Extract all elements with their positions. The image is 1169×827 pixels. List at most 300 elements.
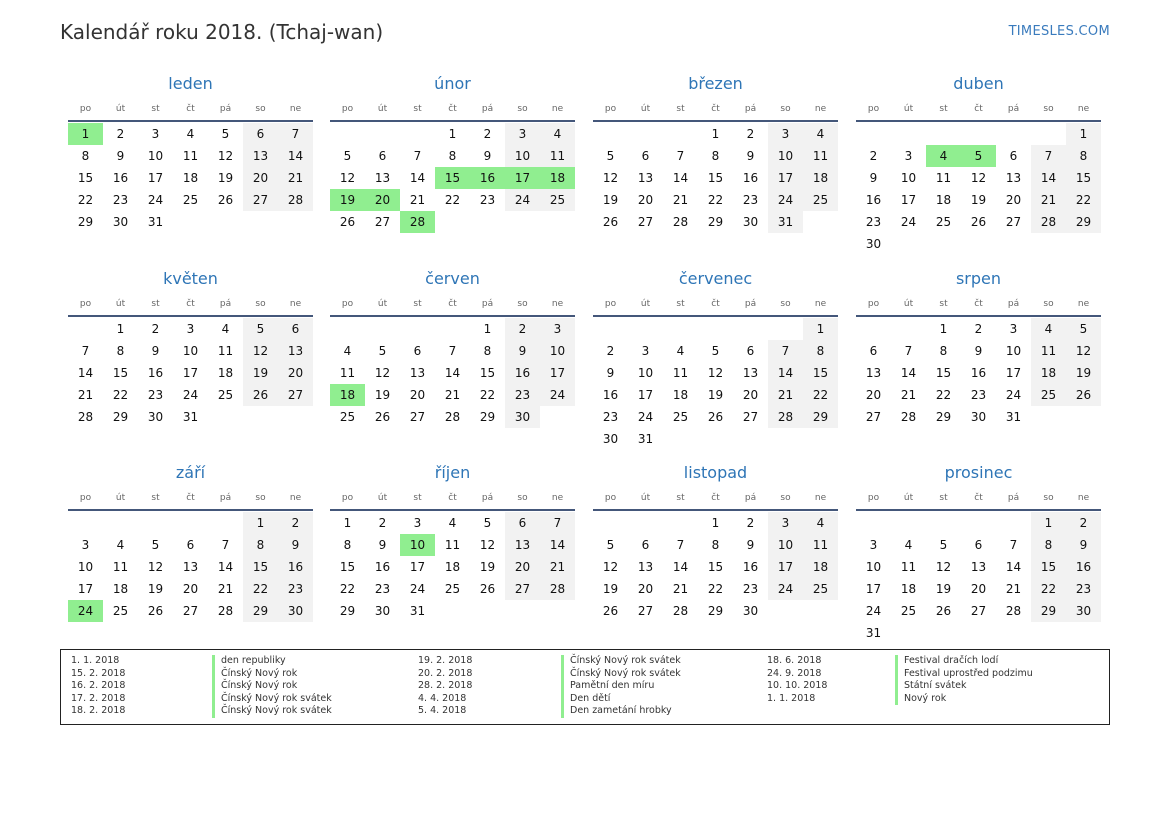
day-cell: 7 xyxy=(1009,538,1018,552)
day-cell: 21 xyxy=(444,388,461,402)
day-grid xyxy=(856,122,1101,255)
day-cell: 22 xyxy=(444,193,461,207)
day-cell: 7 xyxy=(904,344,913,358)
day-cell: 15 xyxy=(112,366,129,380)
day-cell: 5 xyxy=(483,516,492,530)
holiday-day-cell: 17 xyxy=(505,167,540,189)
day-cell: 6 xyxy=(243,123,278,145)
weekday-label: pá xyxy=(1007,493,1020,503)
day-cell: 28 xyxy=(77,410,94,424)
day-cell: 4 xyxy=(540,123,575,145)
day-cell: 17 xyxy=(182,366,199,380)
day-cell: 29 xyxy=(479,410,496,424)
holiday-day-cell: 20 xyxy=(365,189,400,211)
day-cell: 17 xyxy=(540,362,575,384)
day-cell: 11 xyxy=(1031,340,1066,362)
day-cell: 2 xyxy=(116,127,125,141)
day-cell: 4 xyxy=(448,516,457,530)
day-cell: 9 xyxy=(505,340,540,362)
month-3 xyxy=(593,72,838,233)
weekday-label: po xyxy=(867,299,880,309)
empty-cell xyxy=(103,512,138,534)
day-cell: 20 xyxy=(970,582,987,596)
day-cell: 23 xyxy=(147,388,164,402)
day-cell: 8 xyxy=(243,534,278,556)
day-cell: 27 xyxy=(970,604,987,618)
day-cell: 4 xyxy=(676,344,685,358)
empty-cell xyxy=(891,123,926,145)
day-cell: 24 xyxy=(865,604,882,618)
day-cell: 29 xyxy=(707,215,724,229)
holiday-day-cell: 16 xyxy=(470,167,505,189)
weekday-label: so xyxy=(780,299,791,309)
day-cell: 20 xyxy=(182,582,199,596)
day-cell: 18 xyxy=(672,388,689,402)
day-cell: 10 xyxy=(768,145,803,167)
day-cell: 3 xyxy=(1009,322,1018,336)
day-cell: 24 xyxy=(900,215,917,229)
weekday-label: út xyxy=(115,299,126,309)
day-cell: 26 xyxy=(374,410,391,424)
weekday-label: po xyxy=(867,493,880,503)
day-cell: 20 xyxy=(409,388,426,402)
day-cell: 8 xyxy=(448,149,457,163)
day-cell: 25 xyxy=(540,189,575,211)
day-cell: 5 xyxy=(606,149,615,163)
day-cell: 12 xyxy=(243,340,278,362)
day-cell: 20 xyxy=(243,167,278,189)
day-cell: 2 xyxy=(1066,512,1101,534)
month-name: květen xyxy=(163,269,218,288)
day-cell: 10 xyxy=(505,145,540,167)
day-cell: 25 xyxy=(1031,384,1066,406)
day-cell: 2 xyxy=(378,516,387,530)
empty-cell xyxy=(330,123,365,145)
weekday-label: so xyxy=(255,299,266,309)
day-cell: 5 xyxy=(243,318,278,340)
day-cell: 1 xyxy=(1031,512,1066,534)
day-cell: 18 xyxy=(1031,362,1066,384)
day-cell: 27 xyxy=(742,410,759,424)
day-cell: 21 xyxy=(900,388,917,402)
day-cell: 9 xyxy=(483,149,492,163)
day-cell: 14 xyxy=(768,362,803,384)
day-cell: 23 xyxy=(602,410,619,424)
day-cell: 21 xyxy=(278,167,313,189)
day-cell: 8 xyxy=(116,344,125,358)
empty-cell xyxy=(593,318,628,340)
day-cell: 22 xyxy=(803,384,838,406)
day-cell: 26 xyxy=(147,604,164,618)
weekday-label: ne xyxy=(289,493,302,503)
day-cell: 12 xyxy=(970,171,987,185)
day-cell: 30 xyxy=(147,410,164,424)
day-cell: 11 xyxy=(217,344,234,358)
month-name: červenec xyxy=(678,269,753,288)
day-cell: 27 xyxy=(409,410,426,424)
day-cell: 28 xyxy=(672,604,689,618)
empty-cell xyxy=(593,512,628,534)
legend-date: 5. 4. 2018 xyxy=(418,705,467,717)
day-cell: 22 xyxy=(935,388,952,402)
day-cell: 6 xyxy=(641,538,650,552)
weekday-label: ne xyxy=(289,104,302,114)
weekday-label: čt xyxy=(448,493,457,503)
weekday-label: po xyxy=(341,493,354,503)
weekday-label: ne xyxy=(551,493,564,503)
day-cell: 28 xyxy=(540,578,575,600)
day-cell: 31 xyxy=(637,432,654,446)
legend-holiday-name: Čínský Nový rok xyxy=(212,668,297,681)
weekday-label: út xyxy=(640,104,651,114)
day-cell: 14 xyxy=(444,366,461,380)
day-cell: 8 xyxy=(803,340,838,362)
empty-cell xyxy=(365,318,400,340)
day-cell: 17 xyxy=(409,560,426,574)
day-cell: 8 xyxy=(711,538,720,552)
day-cell: 24 xyxy=(147,193,164,207)
weekday-label: čt xyxy=(448,104,457,114)
day-cell: 2 xyxy=(869,149,878,163)
day-cell: 10 xyxy=(1005,344,1022,358)
holiday-day-cell: 5 xyxy=(961,145,996,167)
day-cell: 10 xyxy=(77,560,94,574)
day-cell: 26 xyxy=(479,582,496,596)
holiday-day-cell: 24 xyxy=(68,600,103,622)
day-cell: 2 xyxy=(278,512,313,534)
day-cell: 9 xyxy=(116,149,125,163)
day-cell: 8 xyxy=(81,149,90,163)
day-cell: 4 xyxy=(803,123,838,145)
month-1 xyxy=(68,72,313,233)
day-cell: 20 xyxy=(1005,193,1022,207)
weekday-label: út xyxy=(640,299,651,309)
empty-cell xyxy=(628,123,663,145)
weekday-label: pá xyxy=(744,104,757,114)
day-cell: 23 xyxy=(742,582,759,596)
day-cell: 11 xyxy=(444,538,461,552)
legend-date: 1. 1. 2018 xyxy=(767,692,816,704)
day-cell: 20 xyxy=(278,362,313,384)
day-cell: 27 xyxy=(1005,215,1022,229)
day-cell: 23 xyxy=(505,384,540,406)
weekday-label: út xyxy=(903,299,914,309)
day-cell: 31 xyxy=(1005,410,1022,424)
day-cell: 25 xyxy=(935,215,952,229)
day-cell: 31 xyxy=(768,211,803,233)
day-cell: 24 xyxy=(540,384,575,406)
legend-holiday-name: Čínský Nový rok svátek xyxy=(212,693,332,706)
day-cell: 3 xyxy=(186,322,195,336)
day-cell: 9 xyxy=(378,538,387,552)
weekday-label: pá xyxy=(1007,104,1020,114)
day-cell: 1 xyxy=(939,322,948,336)
day-cell: 6 xyxy=(974,538,983,552)
day-cell: 29 xyxy=(1031,600,1066,622)
weekday-label: čt xyxy=(974,104,983,114)
day-cell: 30 xyxy=(742,215,759,229)
day-cell: 3 xyxy=(413,516,422,530)
day-cell: 10 xyxy=(900,171,917,185)
day-cell: 26 xyxy=(970,215,987,229)
weekday-header xyxy=(593,485,838,511)
day-cell: 25 xyxy=(339,410,356,424)
day-cell: 16 xyxy=(505,362,540,384)
day-cell: 15 xyxy=(935,366,952,380)
day-grid xyxy=(856,511,1101,644)
empty-cell xyxy=(68,512,103,534)
holiday-day-cell: 28 xyxy=(400,211,435,233)
day-cell: 14 xyxy=(672,171,689,185)
day-cell: 26 xyxy=(602,215,619,229)
day-cell: 11 xyxy=(112,560,129,574)
weekday-label: po xyxy=(79,493,92,503)
day-cell: 11 xyxy=(803,145,838,167)
day-cell: 11 xyxy=(339,366,356,380)
weekday-label: pá xyxy=(744,299,757,309)
day-cell: 14 xyxy=(77,366,94,380)
weekday-label: út xyxy=(377,104,388,114)
empty-cell xyxy=(138,512,173,534)
day-cell: 21 xyxy=(672,193,689,207)
weekday-header xyxy=(856,485,1101,511)
day-cell: 17 xyxy=(1005,366,1022,380)
day-cell: 26 xyxy=(1066,384,1101,406)
day-cell: 7 xyxy=(676,538,685,552)
day-cell: 12 xyxy=(217,149,234,163)
day-cell: 1 xyxy=(343,516,352,530)
day-cell: 1 xyxy=(1066,123,1101,145)
day-cell: 17 xyxy=(77,582,94,596)
day-cell: 27 xyxy=(182,604,199,618)
weekday-label: čt xyxy=(974,493,983,503)
day-cell: 25 xyxy=(182,193,199,207)
day-cell: 31 xyxy=(409,604,426,618)
day-cell: 19 xyxy=(602,582,619,596)
legend-holiday-name: Festival uprostřed podzimu xyxy=(895,668,1033,681)
weekday-label: st xyxy=(939,493,948,503)
month-name: prosinec xyxy=(944,463,1013,482)
month-10 xyxy=(330,461,575,622)
empty-cell xyxy=(768,318,803,340)
holiday-legend xyxy=(60,649,1110,725)
empty-cell xyxy=(628,512,663,534)
day-cell: 18 xyxy=(112,582,129,596)
empty-cell xyxy=(330,318,365,340)
day-cell: 11 xyxy=(935,171,952,185)
holiday-day-cell: 18 xyxy=(540,167,575,189)
weekday-label: pá xyxy=(219,493,232,503)
day-cell: 30 xyxy=(865,237,882,251)
day-cell: 3 xyxy=(540,318,575,340)
legend-holiday-name: Čínský Nový rok svátek xyxy=(561,655,681,668)
day-cell: 19 xyxy=(970,193,987,207)
day-cell: 6 xyxy=(641,149,650,163)
day-cell: 5 xyxy=(939,538,948,552)
empty-cell xyxy=(628,318,663,340)
empty-cell xyxy=(1031,123,1066,145)
day-cell: 9 xyxy=(151,344,160,358)
weekday-header xyxy=(330,291,575,317)
day-cell: 4 xyxy=(221,322,230,336)
day-cell: 25 xyxy=(803,578,838,600)
day-cell: 9 xyxy=(746,538,755,552)
day-cell: 29 xyxy=(112,410,129,424)
day-cell: 21 xyxy=(540,556,575,578)
weekday-label: ne xyxy=(289,299,302,309)
day-cell: 12 xyxy=(935,560,952,574)
day-cell: 25 xyxy=(672,410,689,424)
day-cell: 13 xyxy=(637,560,654,574)
day-cell: 30 xyxy=(278,600,313,622)
day-cell: 23 xyxy=(112,193,129,207)
day-cell: 3 xyxy=(904,149,913,163)
weekday-label: po xyxy=(604,104,617,114)
day-cell: 16 xyxy=(602,388,619,402)
month-name: září xyxy=(175,463,206,482)
day-cell: 21 xyxy=(409,193,426,207)
day-cell: 15 xyxy=(1066,167,1101,189)
day-grid xyxy=(593,122,838,233)
day-cell: 28 xyxy=(278,189,313,211)
day-cell: 20 xyxy=(865,388,882,402)
weekday-label: čt xyxy=(711,299,720,309)
weekday-label: pá xyxy=(481,493,494,503)
day-cell: 2 xyxy=(505,318,540,340)
day-cell: 5 xyxy=(378,344,387,358)
day-cell: 19 xyxy=(147,582,164,596)
legend-date: 16. 2. 2018 xyxy=(71,680,126,692)
day-cell: 29 xyxy=(707,604,724,618)
weekday-label: st xyxy=(939,104,948,114)
day-cell: 4 xyxy=(803,512,838,534)
day-cell: 28 xyxy=(768,406,803,428)
day-cell: 1 xyxy=(483,322,492,336)
weekday-header xyxy=(593,291,838,317)
day-cell: 2 xyxy=(974,322,983,336)
day-cell: 28 xyxy=(217,604,234,618)
day-cell: 18 xyxy=(935,193,952,207)
empty-cell xyxy=(856,512,891,534)
day-grid xyxy=(330,511,575,622)
legend-date: 20. 2. 2018 xyxy=(418,667,473,679)
day-cell: 28 xyxy=(444,410,461,424)
day-cell: 13 xyxy=(505,534,540,556)
day-cell: 5 xyxy=(606,538,615,552)
day-cell: 6 xyxy=(413,344,422,358)
weekday-label: út xyxy=(115,104,126,114)
day-cell: 16 xyxy=(112,171,129,185)
empty-cell xyxy=(926,512,961,534)
day-cell: 9 xyxy=(746,149,755,163)
legend-holiday-name: Festival dračích lodí xyxy=(895,655,998,668)
day-cell: 13 xyxy=(1005,171,1022,185)
day-cell: 16 xyxy=(374,560,391,574)
day-cell: 10 xyxy=(865,560,882,574)
weekday-label: so xyxy=(255,493,266,503)
day-cell: 30 xyxy=(970,410,987,424)
weekday-label: so xyxy=(517,493,528,503)
day-cell: 29 xyxy=(1066,211,1101,233)
empty-cell xyxy=(698,318,733,340)
day-cell: 8 xyxy=(939,344,948,358)
day-cell: 14 xyxy=(672,560,689,574)
empty-cell xyxy=(891,318,926,340)
day-cell: 30 xyxy=(742,604,759,618)
holiday-day-cell: 19 xyxy=(330,189,365,211)
weekday-label: so xyxy=(1043,299,1054,309)
weekday-header xyxy=(68,485,313,511)
weekday-label: čt xyxy=(974,299,983,309)
day-cell: 14 xyxy=(1005,560,1022,574)
day-cell: 16 xyxy=(147,366,164,380)
brand-link[interactable]: TIMESLES.COM xyxy=(1008,24,1110,39)
day-cell: 22 xyxy=(1031,578,1066,600)
day-cell: 8 xyxy=(483,344,492,358)
legend-date: 28. 2. 2018 xyxy=(418,680,473,692)
weekday-label: pá xyxy=(1007,299,1020,309)
month-4 xyxy=(856,72,1101,255)
month-name: březen xyxy=(688,74,743,93)
weekday-label: po xyxy=(341,299,354,309)
day-cell: 2 xyxy=(606,344,615,358)
day-cell: 4 xyxy=(116,538,125,552)
day-cell: 6 xyxy=(278,318,313,340)
month-12 xyxy=(856,461,1101,644)
weekday-label: so xyxy=(255,104,266,114)
empty-cell xyxy=(891,512,926,534)
day-cell: 15 xyxy=(1031,556,1066,578)
empty-cell xyxy=(663,512,698,534)
legend-date: 19. 2. 2018 xyxy=(418,655,473,666)
day-cell: 23 xyxy=(479,193,496,207)
weekday-label: ne xyxy=(1077,299,1090,309)
weekday-label: čt xyxy=(186,493,195,503)
day-cell: 7 xyxy=(81,344,90,358)
weekday-label: čt xyxy=(711,104,720,114)
weekday-header xyxy=(856,96,1101,122)
weekday-label: st xyxy=(413,104,422,114)
day-cell: 6 xyxy=(1009,149,1018,163)
day-cell: 4 xyxy=(343,344,352,358)
day-cell: 31 xyxy=(865,626,882,640)
day-cell: 5 xyxy=(1066,318,1101,340)
month-name: říjen xyxy=(434,463,471,482)
legend-date: 15. 2. 2018 xyxy=(71,667,126,679)
day-cell: 3 xyxy=(81,538,90,552)
day-cell: 22 xyxy=(707,193,724,207)
empty-cell xyxy=(208,512,243,534)
day-cell: 23 xyxy=(1066,578,1101,600)
day-cell: 16 xyxy=(970,366,987,380)
day-cell: 13 xyxy=(243,145,278,167)
day-cell: 19 xyxy=(1066,362,1101,384)
day-cell: 16 xyxy=(865,193,882,207)
day-cell: 7 xyxy=(768,340,803,362)
day-cell: 22 xyxy=(479,388,496,402)
day-cell: 23 xyxy=(742,193,759,207)
empty-cell xyxy=(68,318,103,340)
day-cell: 20 xyxy=(637,193,654,207)
day-grid xyxy=(330,317,575,428)
day-cell: 29 xyxy=(935,410,952,424)
holiday-day-cell: 1 xyxy=(68,123,103,145)
day-cell: 23 xyxy=(278,578,313,600)
day-cell: 12 xyxy=(147,560,164,574)
day-cell: 18 xyxy=(803,167,838,189)
weekday-label: po xyxy=(604,493,617,503)
day-cell: 11 xyxy=(182,149,199,163)
